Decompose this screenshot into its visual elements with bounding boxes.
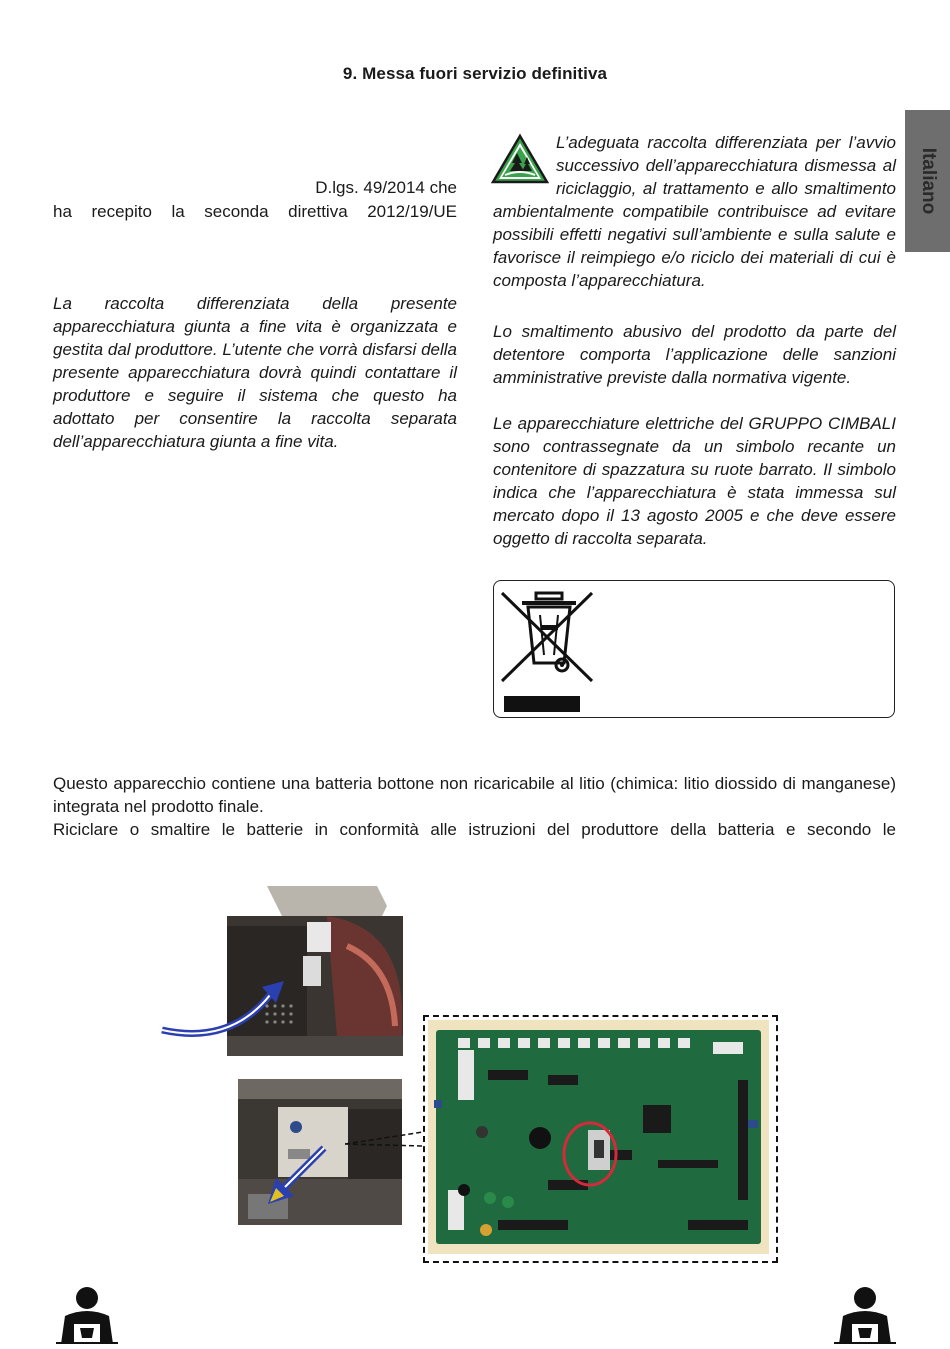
recycling-paragraph-text: L’adeguata raccolta differenziata per l’avvio successivo dell’apparecchiatura dismessa al riciclaggio, al trattamento e allo smaltimento ambientalmente compatibile contribuisce ad evitare possibili effetti negativi sull’ambiente e sulla salute e favorisce il reimpiego e/o riciclo dei materiali di cui è composta l’apparecchiatura. bbox=[493, 133, 896, 290]
symbol-paragraph: Le apparecchiature elettriche del GRUPPO CIMBALI sono contrassegnate da un simbolo recante un contenitore di spazzatura su ruote barrato. Il simbolo indica che l’apparecchiatura è stata immessa sul mercato dopo il 13 agosto 2005 e che deve essere oggetto di raccolta separata. bbox=[493, 414, 896, 548]
crossed-wheelie-bin-icon bbox=[496, 585, 606, 695]
recycling-paragraph bbox=[493, 131, 896, 292]
sanctions-paragraph: Lo smaltimento abusivo del prodotto da parte del detentore comporta l’applicazione delle sanzioni amministrative previste dalla normativa vigente. bbox=[493, 322, 896, 387]
curved-arrow-icon bbox=[160, 975, 290, 1050]
pcb-board-photo bbox=[428, 1020, 769, 1254]
collection-paragraph: La raccolta differenziata della presente apparecchiatura giunta a fine vita è organizzata e gestita dal produttore. L’utente che vorrà disfarsi della presente apparecchiatura dovrà quindi contattare il produttore e seguire il sistema che questo ha adottato per consentire la raccolta separata dell’apparecchiatura giunta a fine vita. bbox=[53, 294, 457, 451]
diagonal-arrow-icon bbox=[262, 1140, 337, 1210]
battery-notice-line2: Riciclare o smaltire le batterie in conformità alle istruzioni del produttore della batteria e secondo le bbox=[53, 820, 896, 839]
technician-icon bbox=[834, 1286, 896, 1344]
section-title: 9. Messa fuori servizio definitiva bbox=[342, 64, 608, 83]
dlgs-reference-line2: ha recepito la seconda direttiva 2012/19/UE bbox=[53, 202, 457, 221]
battery-notice bbox=[53, 772, 896, 841]
callout-lines bbox=[345, 1120, 425, 1150]
technician-icon bbox=[56, 1286, 118, 1344]
language-tab-label: Italiano bbox=[917, 147, 939, 215]
pcb-detail-frame bbox=[423, 1015, 778, 1263]
weee-date-bar bbox=[504, 696, 580, 712]
battery-notice-line1: Questo apparecchio contiene una batteria bottone non ricaricabile al litio (chimica: litio diossido di manganese) integrata nel prodotto finale. bbox=[53, 774, 896, 816]
language-tab bbox=[905, 110, 950, 252]
dlgs-reference-line1: D.lgs. 49/2014 che bbox=[315, 178, 457, 197]
